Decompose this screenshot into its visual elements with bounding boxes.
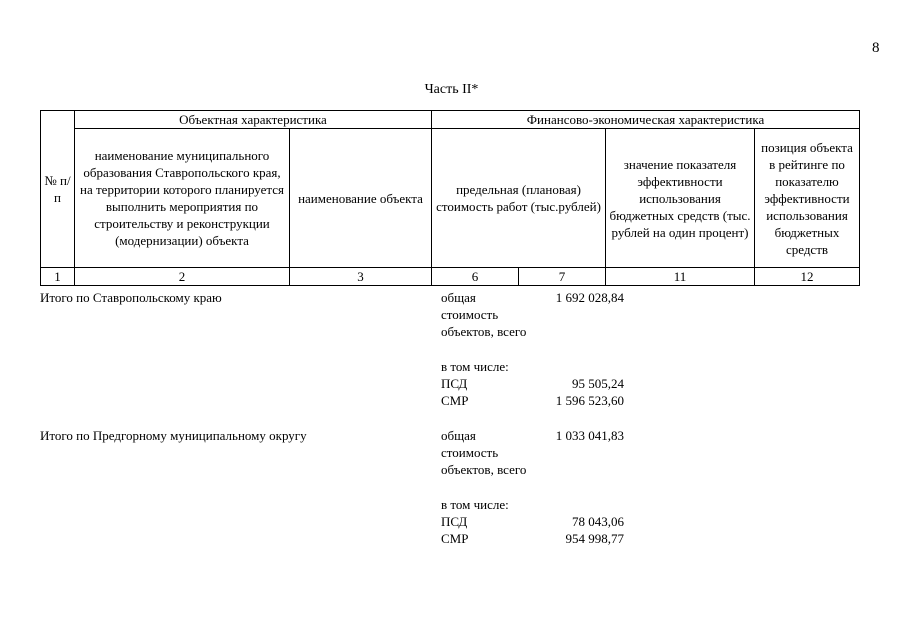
group-finance-header: Финансово-экономическая характеристика — [432, 111, 860, 129]
col-index: 11 — [606, 268, 755, 286]
total-amount: 1 692 028,84 — [555, 290, 624, 305]
smr-amount: 954 998,77 — [565, 531, 624, 546]
psd-amount: 78 043,06 — [572, 514, 624, 529]
col-object-header: наименование объекта — [290, 129, 432, 268]
col-number-header: № п/п — [41, 111, 75, 268]
col-index: 3 — [290, 268, 432, 286]
psd-label: ПСД — [441, 514, 468, 529]
group-object-header: Объектная характеристика — [75, 111, 432, 129]
psd-label: ПСД — [441, 376, 468, 391]
total-description: общая стоимость объектов, всего — [441, 290, 527, 339]
col-municipality-header: наименование муниципального образования Ставропольского края, на территории которого планируется выполнить мероприятия по строительству и реконструкции (модернизации) объекта — [75, 129, 290, 268]
col-index: 12 — [755, 268, 860, 286]
col-index: 6 — [432, 268, 519, 286]
total-amount: 1 033 041,83 — [555, 428, 624, 443]
total-label: Итого по Ставропольскому краю — [40, 290, 222, 305]
header-table — [40, 110, 860, 286]
smr-amount: 1 596 523,60 — [555, 393, 624, 408]
col-cost-header: предельная (плановая) стоимость работ (тыс.рублей) — [432, 129, 606, 268]
psd-amount: 95 505,24 — [572, 376, 624, 391]
col-index: 7 — [519, 268, 606, 286]
subheading: в том числе: — [441, 359, 509, 374]
total-label: Итого по Предгорному муниципальному округу — [40, 428, 307, 443]
col-index: 1 — [41, 268, 75, 286]
col-efficiency-header: значение показателя эффективности использования бюджетных средств (тыс. рублей на один процент) — [606, 129, 755, 268]
col-index: 2 — [75, 268, 290, 286]
smr-label: СМР — [441, 531, 469, 546]
subheading: в том числе: — [441, 497, 509, 512]
part-title: Часть II* — [424, 82, 479, 97]
col-rating-header: позиция объекта в рейтинге по показателю эффективности использования бюджетных средств — [755, 129, 860, 268]
smr-label: СМР — [441, 393, 469, 408]
page-number: 8 — [872, 40, 880, 56]
total-description: общая стоимость объектов, всего — [441, 428, 527, 477]
